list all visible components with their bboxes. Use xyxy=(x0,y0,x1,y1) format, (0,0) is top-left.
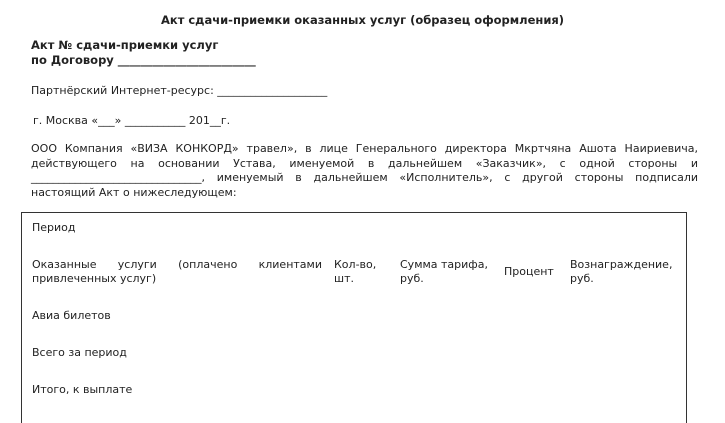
act-heading-line1: Акт № сдачи-приемки услуг xyxy=(31,38,219,52)
row-payable-label: Итого, к выплате xyxy=(32,383,133,396)
act-heading xyxy=(31,38,256,68)
col-header-percent: Процент xyxy=(504,265,554,278)
city-date-line: г. Москва «___» ___________ 201__г. xyxy=(33,114,231,127)
period-label: Период xyxy=(32,221,76,234)
col-header-sum: Сумма тарифа, руб. xyxy=(400,258,488,285)
col-header-services xyxy=(32,258,322,286)
col-header-qty: Кол-во, шт. xyxy=(334,258,377,285)
preamble-paragraph: ООО Компания «ВИЗА КОНКОРД» травел», в лице Генерального директора Мкртчяна Ашота Наириевича, действующего на основании Устава, именуемой в дальнейшем «Заказчик», с одной стороны и _______________________________, именуемый в дальнейшем «Исполнитель», с другой стороны подписали настоящий Акт о нижеследующем: xyxy=(31,142,698,199)
act-heading-line2: по Договору ________________________ xyxy=(31,53,256,67)
services-table xyxy=(21,212,687,423)
document-title: Акт сдачи-приемки оказанных услуг (образец оформления) xyxy=(160,13,565,27)
row-total-label: Всего за период xyxy=(32,346,127,359)
row-avia-label: Авиа билетов xyxy=(32,309,111,322)
col-header-services-text: Оказанные услуги (оплачено клиентами привлеченных услуг) xyxy=(32,258,322,285)
partner-resource-line: Партнёрский Интернет-ресурс: ____________________ xyxy=(31,84,328,97)
col-header-reward: Вознаграждение, руб. xyxy=(570,258,673,285)
